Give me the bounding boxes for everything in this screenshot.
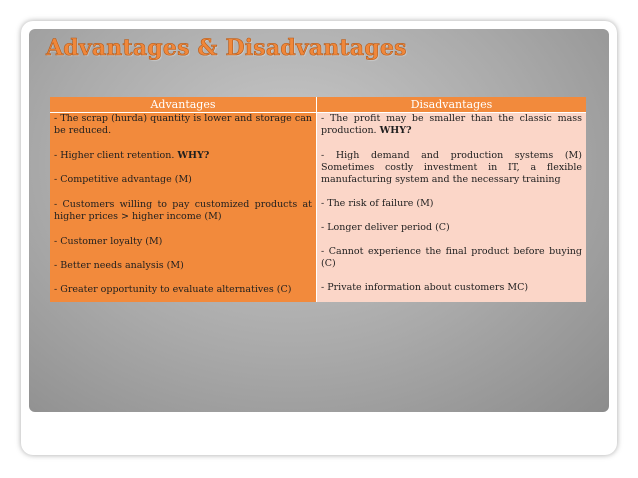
advantage-item [54,174,312,186]
disadvantage-text: - Cannot experience the final product before buying (C) [321,246,582,269]
disadvantages-cell [317,113,587,303]
advantage-item [54,113,312,137]
slide-title: Advantages & Disadvantages [46,35,407,61]
disadvantage-item [321,282,582,294]
advantage-text: - Customer loyalty (M) [54,236,163,247]
advantage-text: - Competitive advantage (M) [54,174,192,185]
advantage-text: - Customers willing to pay customized products at higher prices > higher income (M) [54,199,312,222]
disadvantage-item [321,113,582,137]
advantage-item [54,199,312,223]
advantage-item [54,260,312,272]
disadvantage-text: - The risk of failure (M) [321,198,434,209]
advantage-text: - The scrap (hurda) quantity is lower and storage can be reduced. [54,113,312,136]
table-row [50,113,586,303]
advantage-item [54,150,312,162]
disadvantage-text: - High demand and production systems (M) Sometimes costly investment in IT, a flexible manufacturing system and the necessary training [321,150,582,185]
advantage-emphasis: WHY? [177,150,210,161]
disadvantage-text: - Private information about customers MC) [321,282,529,293]
advantages-header: Advantages [50,97,317,113]
disadvantage-item [321,246,582,270]
disadvantage-item [321,222,582,234]
disadvantage-item [321,198,582,210]
disadvantages-header: Disadvantages [317,97,587,113]
disadvantage-text: - The profit may be smaller than the classic mass production. [321,113,582,136]
advantage-item [54,236,312,248]
advantages-disadvantages-table [50,97,586,302]
disadvantage-emphasis: WHY? [379,125,412,136]
advantage-text: - Higher client retention. [54,150,178,161]
advantage-text: - Better needs analysis (M) [54,260,184,271]
slide [29,29,609,412]
table-header-row [50,97,586,113]
disadvantage-text: - Longer deliver period (C) [321,222,450,233]
advantages-cell [50,113,317,303]
advantage-item [54,284,312,296]
advantage-text: - Greater opportunity to evaluate alternatives (C) [54,284,292,295]
disadvantage-item [321,150,582,186]
